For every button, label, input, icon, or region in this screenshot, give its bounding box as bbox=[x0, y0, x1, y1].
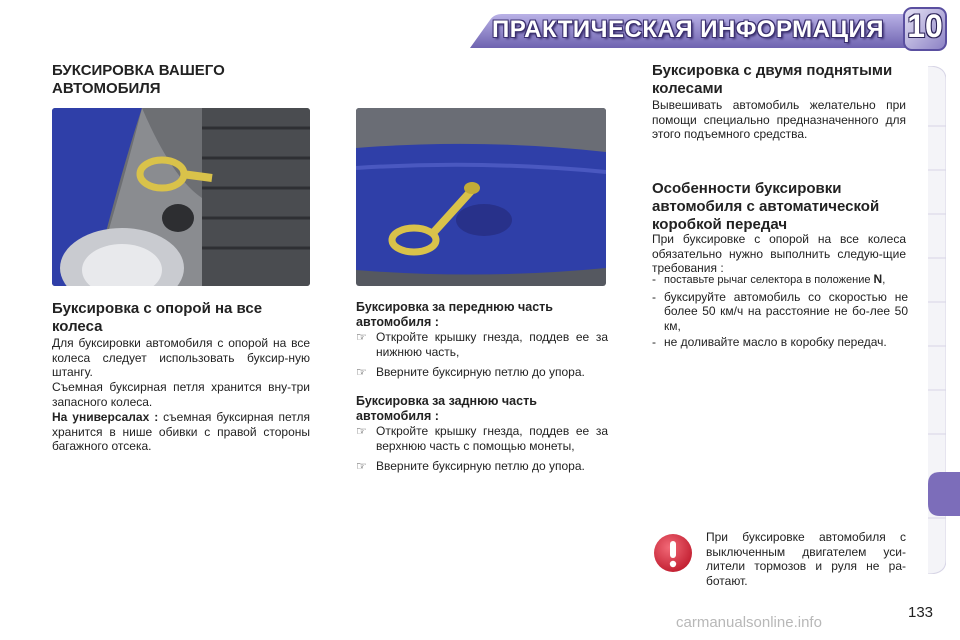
tow-ring-storage-text: Съемная буксирная петля хранится вну-три запасного колеса. bbox=[52, 380, 310, 409]
rear-towing-steps bbox=[356, 424, 608, 474]
list-item: ☞ Вверните буксирную петлю до упора. bbox=[356, 365, 585, 379]
rear-towing-heading: Буксировка за заднюю часть автомобиля : bbox=[356, 394, 537, 423]
front-towing-heading: Буксировка за переднюю часть автомобиля : bbox=[356, 300, 553, 329]
hand-pointer-icon: ☞ bbox=[356, 330, 367, 344]
automatic-gearbox-text: При буксировке с опорой на все колеса обязательно нужно выполнить следую-щие требования : bbox=[652, 232, 906, 275]
list-item: - буксируйте автомобиль со скоростью не более 50 км/ч на расстояние не бо-лее 50 км, bbox=[652, 289, 908, 333]
two-wheels-text: Вывешивать автомобиль желательно при помощи специально предназначенного для этого подъемного средства. bbox=[652, 98, 906, 141]
all-wheels-heading: Буксировка с опорой на все колеса bbox=[52, 300, 263, 335]
list-item: - поставьте рычаг селектора в положение N, bbox=[652, 272, 886, 286]
hand-pointer-icon: ☞ bbox=[356, 365, 367, 379]
automatic-gearbox-heading: Особенности буксировки автомобиля с автоматической коробкой передач bbox=[652, 180, 880, 233]
warning-icon bbox=[652, 532, 694, 574]
two-wheels-heading: Буксировка с двумя поднятыми колесами bbox=[652, 62, 893, 97]
chapter-number: 10 bbox=[907, 8, 943, 44]
list-item: ☞ Вверните буксирную петлю до упора. bbox=[356, 459, 585, 473]
hand-pointer-icon: ☞ bbox=[356, 424, 367, 438]
warning-text: При буксировке автомобиля с выключенным двигателем уси-лители тормозов и руля не ра-ботают. bbox=[706, 530, 906, 588]
estate-storage-text: На универсалах : съемная буксирная петля хранится в нише обивки с правой стороны багажного отсека. bbox=[52, 410, 310, 453]
all-wheels-text: Для буксировки автомобиля с опорой на все колеса следует использовать буксир-ную штангу. bbox=[52, 336, 310, 379]
neutral-position-label: N bbox=[873, 272, 883, 286]
estate-label: На универсалах : bbox=[52, 410, 159, 424]
hand-pointer-icon: ☞ bbox=[356, 459, 367, 473]
rear-tow-hook-photo bbox=[356, 108, 606, 286]
watermark: carmanualsonline.info bbox=[676, 614, 822, 631]
list-item: - не доливайте масло в коробку передач. bbox=[652, 335, 887, 349]
list-item: ☞ Откройте крышку гнезда, поддев ее за нижнюю часть, bbox=[356, 330, 608, 359]
page-number: 133 bbox=[908, 604, 934, 621]
front-towing-steps bbox=[356, 330, 608, 380]
list-item: ☞ Откройте крышку гнезда, поддев ее за верхнюю часть с помощью монеты, bbox=[356, 424, 608, 453]
main-heading: БУКСИРОВКА ВАШЕГО АВТОМОБИЛЯ bbox=[52, 62, 225, 97]
page-section-title: ПРАКТИЧЕСКАЯ ИНФОРМАЦИЯ bbox=[492, 16, 885, 43]
automatic-gearbox-requirements bbox=[652, 272, 908, 350]
active-chapter-tab[interactable] bbox=[928, 472, 960, 516]
front-tow-hook-photo bbox=[52, 108, 310, 286]
